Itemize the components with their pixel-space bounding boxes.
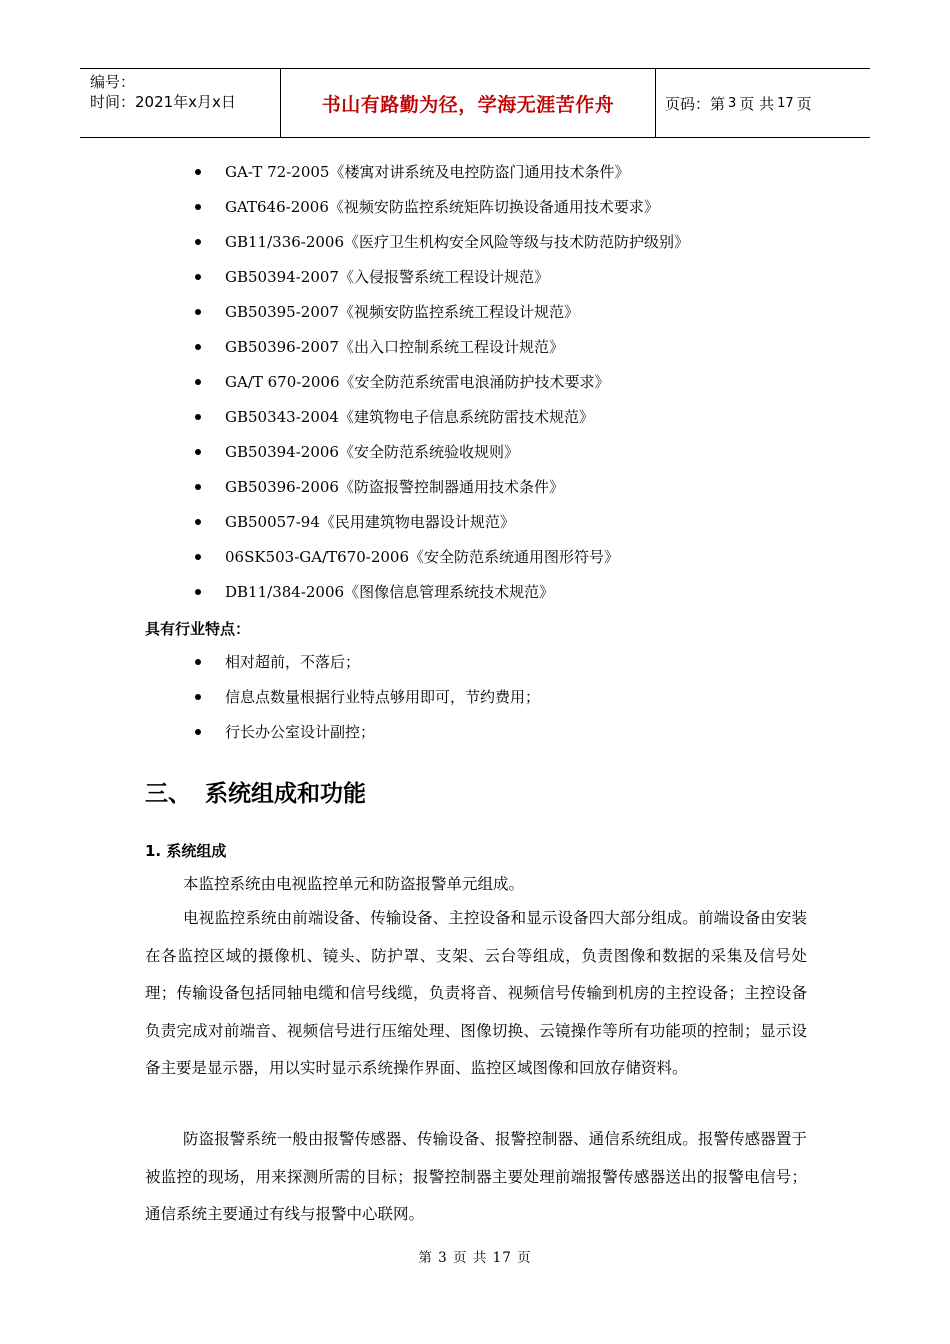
doc-time-label: 时间：2021年x月x日 — [90, 93, 236, 111]
bullet-icon — [195, 484, 201, 490]
bullet-icon — [195, 414, 201, 420]
bullet-icon — [195, 694, 201, 700]
page-mid: 页 共 — [739, 94, 775, 113]
header-left-cell — [80, 69, 280, 137]
page-total: 17 — [777, 95, 794, 111]
header-motto-cell — [280, 69, 656, 137]
page-current: 3 — [728, 95, 737, 111]
section-number: 三、 — [145, 781, 191, 807]
bullet-icon — [195, 344, 201, 350]
bullet-icon — [195, 729, 201, 735]
paragraph-video-monitoring: 电视监控系统由前端设备、传输设备、主控设备和显示设备四大部分组成。前端设备由安装在各监控区域的摄像机、镜头、防护罩、支架、云台等组成，负责图像和数据的采集及信号处理；传输设备包括同轴电缆和信号线缆，负责将音、视频信号传输到机房的主控设备；主控设备负责完成对前端音、视频信号进行压缩处理、图像切换、云镜操作等所有功能项的控制；显示设备主要是显示器，用以实时显示系统操作界面、监控区域图像和回放存储资料。 — [145, 909, 807, 1077]
bullet-icon — [195, 309, 201, 315]
subsection-title: 1. 系统组成 — [145, 842, 227, 860]
bullet-icon — [195, 659, 201, 665]
page-footer: 第 3 页 共 17 页 — [418, 1250, 532, 1266]
bullet-icon — [195, 169, 201, 175]
section-heading — [145, 775, 366, 808]
bullet-icon — [195, 519, 201, 525]
section-title: 系统组成和功能 — [205, 781, 366, 807]
bullet-icon — [195, 449, 201, 455]
bullet-icon — [195, 274, 201, 280]
bullet-icon — [195, 554, 201, 560]
bullet-icon — [195, 239, 201, 245]
header-motto: 书山有路勤为径，学海无涯苦作舟 — [321, 93, 615, 116]
paragraph-intro: 本监控系统由电视监控单元和防盗报警单元组成。 — [183, 875, 525, 893]
page-prefix: 页码：第 — [665, 94, 726, 113]
industry-heading: 具有行业特点： — [145, 620, 251, 638]
doc-number-label: 编号： — [90, 73, 136, 91]
page-header — [80, 68, 870, 138]
bullet-icon — [195, 204, 201, 210]
bullet-icon — [195, 379, 201, 385]
header-page-cell — [655, 69, 880, 137]
paragraph-alarm-system: 防盗报警系统一般由报警传感器、传输设备、报警控制器、通信系统组成。报警传感器置于被监控的现场，用来探测所需的目标；报警控制器主要处理前端报警传感器送出的报警电信号；通信系统主要通过有线与报警中心联网。 — [145, 1130, 807, 1223]
bullet-icon — [195, 589, 201, 595]
page-suffix: 页 — [796, 94, 812, 113]
